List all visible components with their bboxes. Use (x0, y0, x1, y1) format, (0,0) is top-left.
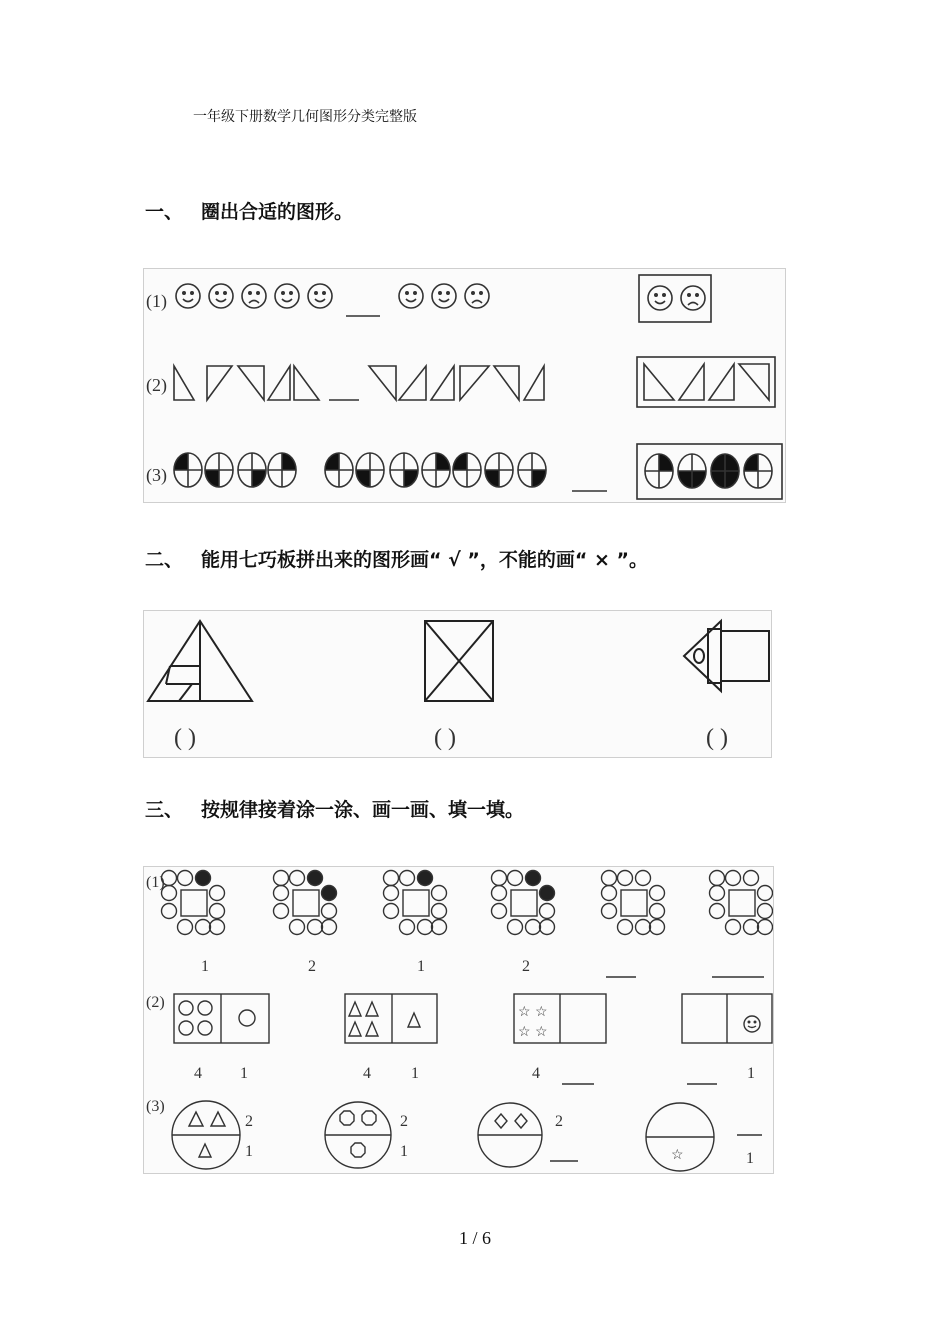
row-2-box-3 (514, 994, 606, 1043)
face-5-icon (308, 284, 332, 308)
oval-3-icon (238, 453, 266, 487)
row-3-count-2b: 1 (400, 1143, 408, 1160)
ex1-row-label-2: (2) (146, 375, 167, 395)
row-3-count-2a: 2 (400, 1113, 408, 1130)
answer-bracket-3: ( ) (706, 725, 728, 751)
page-number: 1 / 6 (458, 1228, 491, 1248)
square-with-x-shape (425, 621, 493, 701)
row-3-count-4b: 1 (746, 1150, 754, 1167)
ex1-row-label-3: (3) (146, 465, 167, 485)
row-2-count-2b: 1 (411, 1065, 419, 1082)
exercise-2-drawing (144, 611, 771, 757)
option-oval-4-icon (744, 454, 772, 488)
row-2-count-2a: 4 (363, 1065, 371, 1082)
section-2-number: 二、 (145, 549, 184, 571)
oval-7-icon (390, 453, 418, 487)
row-1-circle-patterns (162, 871, 773, 935)
face-8-icon (432, 284, 456, 308)
section-3-heading (145, 795, 524, 822)
oval-9-icon (453, 453, 481, 487)
ex1-row-label-1: (1) (146, 291, 167, 311)
circle-pattern-6 (710, 871, 773, 935)
circle-pattern-3 (384, 871, 447, 935)
row-1-number-2: 2 (308, 958, 316, 975)
section-2-text: 能用七巧板拼出来的图形画“ √ ”，不能的画“ × ”。 (201, 549, 649, 571)
face-4-icon (275, 284, 299, 308)
oval-8-icon (422, 453, 450, 487)
row-3-circle-1 (172, 1101, 240, 1169)
oval-2-icon (205, 453, 233, 487)
oval-4-icon (268, 453, 296, 487)
exercise-2-figure (143, 610, 772, 758)
oval-6-icon (356, 453, 384, 487)
oval-11-icon (518, 453, 546, 487)
option-oval-3-icon (711, 454, 739, 488)
face-1-icon (176, 284, 200, 308)
row-2-option-triangles (644, 364, 769, 400)
row-2-count-1b: 1 (240, 1065, 248, 1082)
ex3-row-label-3: (3) (146, 1098, 165, 1115)
row-2-box-2 (345, 994, 437, 1043)
row-1-faces (176, 284, 705, 310)
oval-10-icon (485, 453, 513, 487)
section-3-number: 三、 (145, 799, 184, 821)
exercise-1-figure (143, 268, 786, 503)
section-2-heading (145, 545, 648, 572)
tangram-triangle-shape (148, 621, 252, 701)
svg-text:☆: ☆ (671, 1147, 684, 1163)
row-2-count-4b: 1 (747, 1065, 755, 1082)
svg-text:☆ ☆: ☆ ☆ (518, 1004, 548, 1020)
answer-bracket-2: ( ) (434, 725, 456, 751)
row-2-box-4 (682, 994, 772, 1043)
circle-pattern-5 (602, 871, 665, 935)
document-title: 一年级下册数学几何图形分类完整版 (193, 109, 417, 125)
row-2-box-1 (174, 994, 269, 1043)
row-1-number-1: 1 (201, 958, 209, 975)
oval-1-icon (174, 453, 202, 487)
exercise-3-figure (143, 866, 774, 1174)
row-3-count-1b: 1 (245, 1143, 253, 1160)
row-3-circle-2 (325, 1102, 391, 1168)
answer-bracket-1: ( ) (174, 725, 196, 751)
option-oval-2-icon (678, 454, 706, 488)
face-2-icon (209, 284, 233, 308)
rocket-shape (684, 621, 769, 691)
row-1-option-box (639, 275, 711, 322)
face-9-icon (465, 284, 489, 308)
option-face-1-icon (648, 286, 672, 310)
exercise-1-drawing (144, 269, 785, 502)
row-3-ovals (174, 453, 546, 487)
section-3-text: 按规律接着涂一涂、画一画、填一填。 (201, 799, 525, 821)
row-3-count-3a: 2 (555, 1113, 563, 1130)
row-1-number-4: 2 (522, 958, 530, 975)
section-1-number: 一、 (145, 201, 184, 223)
circle-pattern-4 (492, 871, 555, 935)
section-1-heading (145, 197, 353, 224)
option-oval-1-icon (645, 454, 673, 488)
row-3-circle-3 (478, 1103, 542, 1167)
row-3-count-1a: 2 (245, 1113, 253, 1130)
section-1-text: 圈出合适的图形。 (201, 201, 354, 223)
exercise-3-drawing (144, 867, 773, 1173)
row-2-triangles (174, 366, 544, 400)
row-2-count-1a: 4 (194, 1065, 202, 1082)
ex3-row-label-2: (2) (146, 994, 165, 1011)
row-3-option-ovals (645, 454, 772, 488)
svg-text:☆ ☆: ☆ ☆ (518, 1024, 548, 1040)
face-3-icon (242, 284, 266, 308)
oval-5-icon (325, 453, 353, 487)
ex3-row-label-1: (1) (146, 874, 165, 891)
circle-pattern-2 (274, 871, 337, 935)
circle-pattern-1 (162, 871, 225, 935)
face-7-icon (399, 284, 423, 308)
row-2-count-3a: 4 (532, 1065, 540, 1082)
row-3-circle-4 (646, 1103, 714, 1171)
option-face-2-icon (681, 286, 705, 310)
row-1-number-3: 1 (417, 958, 425, 975)
